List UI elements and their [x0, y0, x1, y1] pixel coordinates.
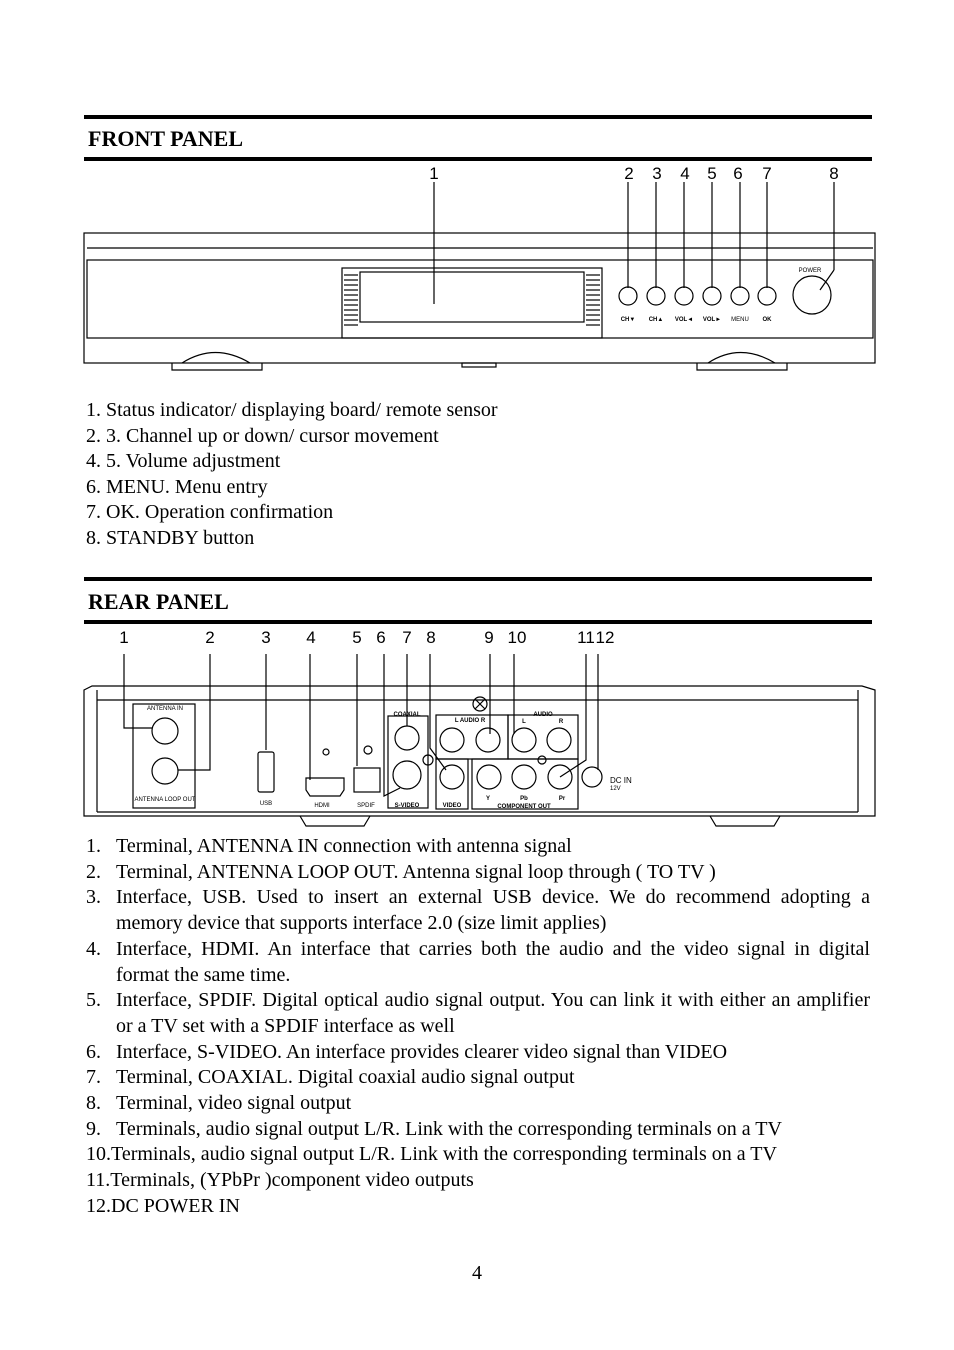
pb-label: Pb	[520, 796, 528, 802]
front-center-notch	[462, 363, 496, 367]
list-item: 8. Terminal, video signal output	[86, 1092, 352, 1115]
front-foot-right	[697, 353, 787, 371]
rear-foot-left	[300, 816, 370, 826]
rear-panel-list	[86, 834, 870, 1220]
rear-callout-12: 12	[595, 628, 615, 647]
menu-label: MENU	[731, 317, 749, 323]
usb-port	[258, 752, 274, 792]
list-item: 6. Interface, S-VIDEO. An interface provides clearer video signal than VIDEO	[86, 1040, 728, 1063]
audio-l-port-1	[440, 728, 464, 752]
rear-callout-5: 5	[352, 628, 362, 647]
video-label: VIDEO	[442, 803, 462, 809]
spdif-label: SPDIF	[357, 803, 375, 809]
rear-callout-3: 3	[261, 628, 271, 647]
list-item: 12. DC POWER IN	[86, 1194, 240, 1217]
dc-in-port	[582, 767, 602, 787]
list-item: 3. Interface, USB. Used to insert an external USB device. We do recommend adopting a memory device that supports interface 2.0 (size limit applies)	[86, 886, 870, 935]
list-item: 4. 5. Volume adjustment	[86, 450, 281, 473]
coaxial-port	[395, 726, 419, 750]
rear-callout-4: 4	[306, 628, 316, 647]
list-item: 11. Terminals, (YPbPr )component video outputs	[86, 1169, 474, 1192]
audio-r-port-2	[547, 728, 571, 752]
antenna-loop-out-port	[152, 758, 178, 784]
ch-up-button	[647, 287, 665, 305]
menu-button	[731, 287, 749, 305]
video-block	[436, 759, 468, 809]
display-window	[342, 268, 602, 338]
list-item: 2. 3. Channel up or down/ cursor movement	[86, 424, 439, 447]
audio-block-right	[508, 715, 578, 759]
rear-top-rule	[84, 577, 872, 581]
list-item: 2. Terminal, ANTENNA LOOP OUT. Antenna signal loop through ( TO TV )	[86, 860, 716, 883]
s-video-label: S-VIDEO	[394, 803, 420, 809]
antenna-in-label: ANTENNA IN	[146, 706, 184, 712]
list-item: 7. Terminal, COAXIAL. Digital coaxial audio signal output	[86, 1066, 575, 1089]
rear-callout-6: 6	[376, 628, 386, 647]
front-callout-3: 3	[652, 164, 662, 183]
ok-button	[758, 287, 776, 305]
pr-label: Pr	[558, 796, 566, 802]
power-label: POWER	[798, 268, 822, 274]
y-label: Y	[485, 796, 491, 802]
audio-r-label: R	[558, 719, 564, 725]
list-item: 5. Interface, SPDIF. Digital optical audio signal output. You can link it with either an amplifier or a TV set with a SPDIF interface as well	[86, 989, 870, 1037]
front-panel-diagram	[0, 160, 954, 380]
list-item: 1. Terminal, ANTENNA IN connection with antenna signal	[86, 835, 572, 857]
list-item: 9. Terminals, audio signal output L/R. Link with the corresponding terminals on a TV	[86, 1117, 782, 1140]
video-port	[440, 765, 464, 789]
s-video-port	[393, 761, 421, 789]
front-top-rule	[84, 115, 872, 119]
ch-down-button	[619, 287, 637, 305]
display-vents-right	[586, 275, 600, 325]
coaxial-label: COAXIAL	[393, 712, 421, 718]
component-out-label: COMPONENT OUT	[497, 804, 551, 810]
dc-voltage-label: 12V	[610, 786, 621, 792]
rear-panel-diagram	[0, 620, 954, 830]
ch-up-label: CH▲	[648, 317, 664, 323]
rear-callout-9: 9	[484, 628, 494, 647]
rear-callout-7: 7	[402, 628, 412, 647]
front-panel-heading: FRONT PANEL	[88, 126, 244, 151]
display-screen	[360, 272, 584, 322]
coax-svideo-block	[388, 716, 428, 808]
audio-right-group-label: AUDIO	[533, 712, 553, 718]
antenna-in-port	[152, 718, 178, 744]
vol-down-label: VOL◄	[674, 317, 694, 323]
page-number: 4	[472, 1262, 482, 1284]
front-foot-left	[172, 353, 262, 371]
front-callout-7: 7	[762, 164, 772, 183]
vol-up-label: VOL►	[702, 317, 722, 323]
rear-callout-1: 1	[119, 628, 129, 647]
audio-l-label: L	[522, 719, 526, 725]
rear-callout-8: 8	[426, 628, 436, 647]
vol-up-button	[703, 287, 721, 305]
ch-down-label: CH▼	[620, 317, 636, 323]
rear-body-outline	[84, 686, 875, 816]
list-item: 1. Status indicator/ displaying board/ remote sensor	[86, 399, 498, 421]
list-item: 4. Interface, HDMI. An interface that carries both the audio and the video signal in digital format the same time.	[86, 937, 870, 986]
audio-r-port-1	[476, 728, 500, 752]
display-vents-left	[344, 275, 358, 325]
front-callout-8: 8	[829, 164, 839, 183]
rear-panel-heading: REAR PANEL	[88, 589, 229, 614]
front-callout-1: 1	[429, 164, 439, 183]
rear-callout-2: 2	[205, 628, 215, 647]
usb-label: USB	[259, 801, 273, 807]
hdmi-label: HDMI	[314, 803, 330, 809]
front-callout-4: 4	[680, 164, 690, 183]
front-callout-6: 6	[733, 164, 743, 183]
pb-port	[512, 765, 536, 789]
list-item: 8. STANDBY button	[86, 526, 255, 549]
audio-l-port-2	[512, 728, 536, 752]
dc-in-label: DC IN	[610, 776, 632, 785]
rear-callout-10: 10	[507, 628, 527, 647]
ok-label: OK	[762, 317, 772, 323]
audio-left-group-label: L AUDIO R	[454, 718, 486, 724]
hdmi-port	[306, 778, 344, 796]
antenna-loop-out-label: ANTENNA LOOP OUT	[134, 797, 196, 803]
list-item: 6. MENU. Menu entry	[86, 475, 268, 498]
front-callout-2: 2	[624, 164, 634, 183]
y-port	[477, 765, 501, 789]
vol-down-button	[675, 287, 693, 305]
front-panel-list	[86, 398, 498, 552]
antenna-block	[133, 704, 195, 808]
list-item: 7. OK. Operation confirmation	[86, 501, 334, 524]
list-item: 10. Terminals, audio signal output L/R. Link with the corresponding terminals on a TV	[86, 1143, 777, 1166]
front-callout-5: 5	[707, 164, 717, 183]
spdif-port	[354, 768, 380, 792]
rear-callout-11: 11	[577, 628, 595, 647]
front-body-outline	[84, 233, 875, 363]
rear-foot-right	[710, 816, 780, 826]
